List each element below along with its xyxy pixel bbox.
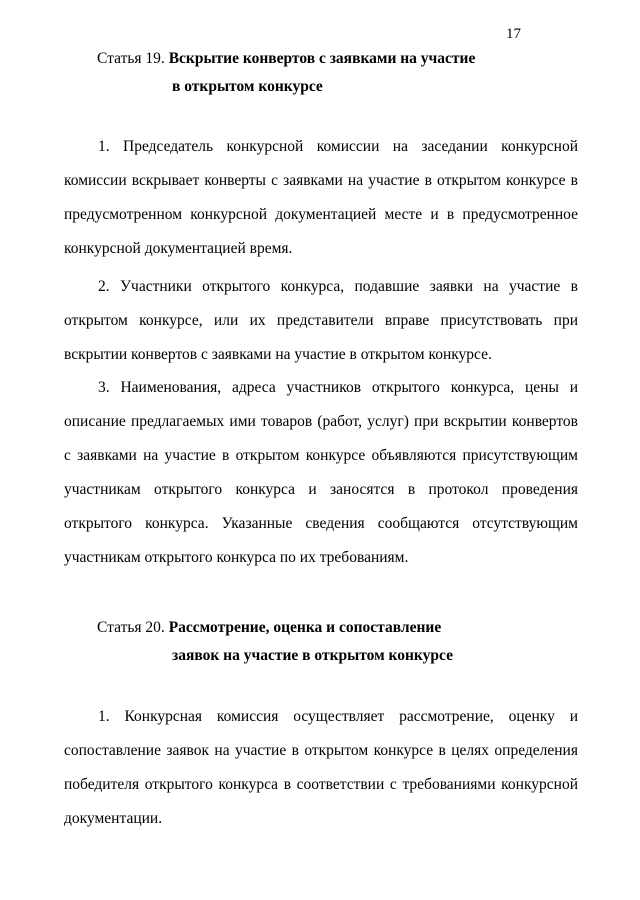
article-20-paragraph-1: 1. Конкурсная комиссия осуществляет рассмотрение, оценку и сопоставление заявок на участие в открытом конкурсе в целях определения победителя открытого конкурса в соответствии с требованиями конкурсной документации.: [64, 708, 578, 827]
article-19-paragraph-1: 1. Председатель конкурсной комиссии на заседании конкурсной комиссии вскрывает конверты с заявками на участие в открытом конкурсе в предусмотренном конкурсной документацией месте и в предусмотренное конкурсной документацией время.: [64, 138, 578, 257]
article-20-heading: [97, 614, 453, 670]
article-20-title-line2: заявок на участие в открытом конкурсе: [172, 647, 453, 664]
article-19-title-line1: Вскрытие конвертов с заявками на участие: [168, 50, 476, 67]
article-20-prefix: Статья 20.: [97, 619, 169, 636]
article-20-title-line1: Рассмотрение, оценка и сопоставление: [168, 619, 442, 636]
article-19-paragraph-3: 3. Наименования, адреса участников открытого конкурса, цены и описание предлагаемых ими товаров (работ, услуг) при вскрытии конвертов с заявками на участие в открытом конкурсе объявляются присутствующим участникам открытого конкурса и заносятся в протокол проведения открытого конкурса. Указанные сведения сообщаются отсутствующим участникам открытого конкурса по их требованиям.: [64, 379, 578, 566]
article-19-paragraph-2: 2. Участники открытого конкурса, подавшие заявки на участие в открытом конкурсе, или их представители вправе присутствовать при вскрытии конвертов с заявками на участие в открытом конкурсе.: [64, 278, 578, 363]
article-19-title-line2: в открытом конкурсе: [172, 78, 323, 95]
article-19-heading: [97, 45, 475, 101]
page-number: 17: [506, 26, 521, 42]
article-19-prefix: Статья 19.: [97, 50, 169, 67]
